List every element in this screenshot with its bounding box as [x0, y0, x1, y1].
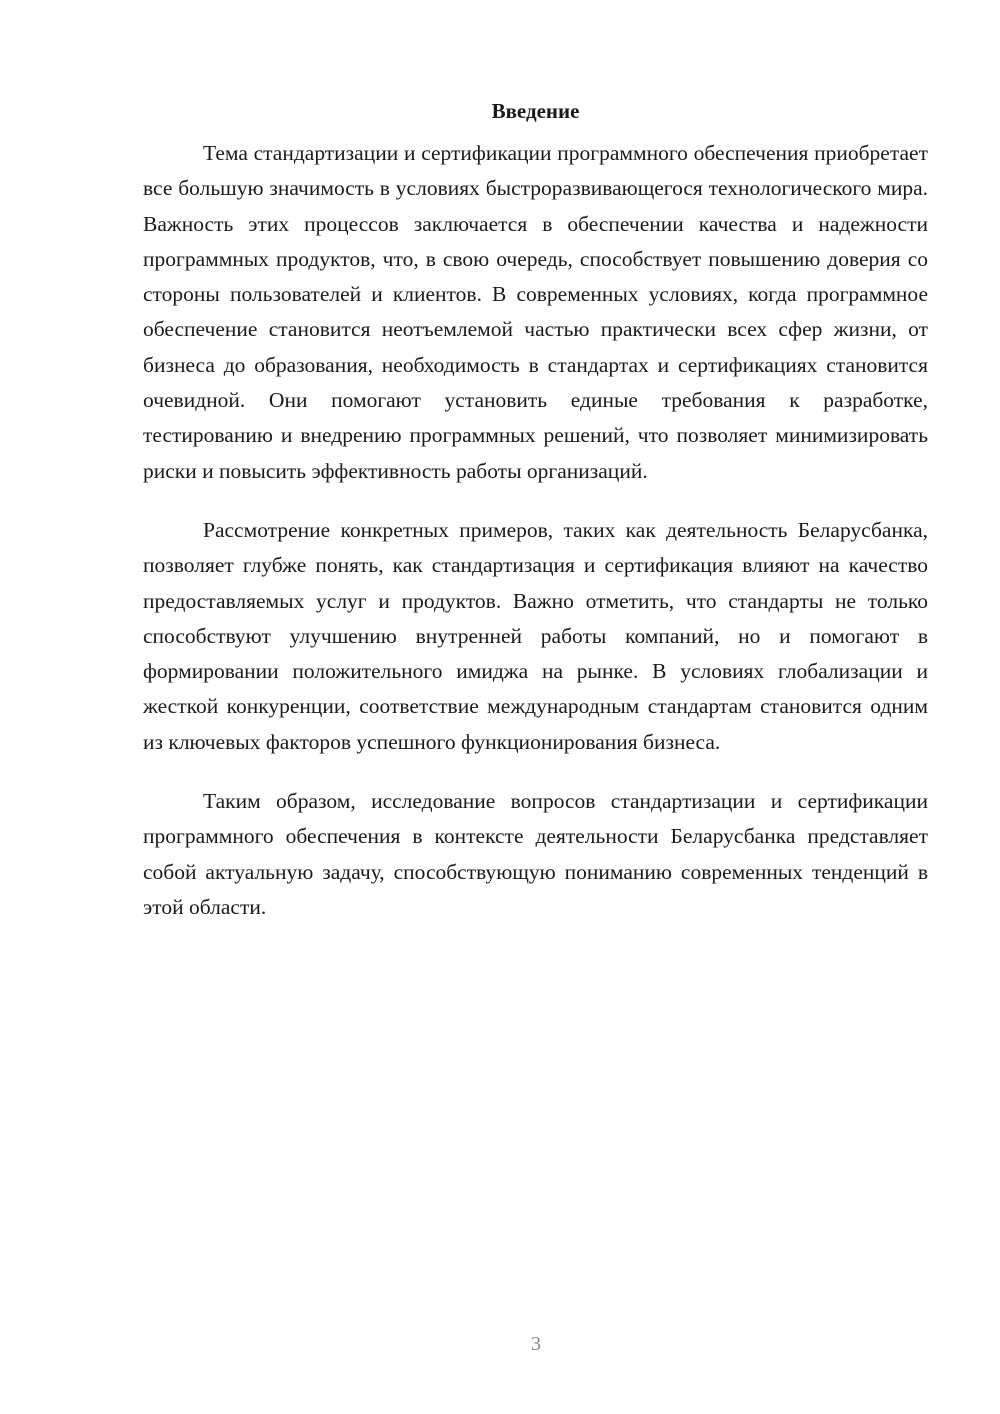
page-number: 3 — [531, 1333, 541, 1355]
paragraph-2: Рассмотрение конкретных примеров, таких как деятельность Беларусбанка, позволяет глубже понять, как стандартизация и сертификация влияют на качество предоставляемых услуг и продуктов. Важно отметить, что стандарты не только способствуют улучшению внутренней работы компаний, но и помогают в формировании положительного имиджа на рынке. В условиях глобализации и жесткой конкуренции, соответствие международным стандартам становится одним из ключевых факторов успешного функционирования бизнеса. — [143, 517, 928, 754]
paragraph-1: Тема стандартизации и сертификации программного обеспечения приобретает все большую значимость в условиях быстроразвивающегося технологического мира. Важность этих процессов заключается в обеспечении качества и надежности программных продуктов, что, в свою очередь, способствует повышению доверия со стороны пользователей и клиентов. В современных условиях, когда программное обеспечение становится неотъемлемой частью практически всех сфер жизни, от бизнеса до образования, необходимость в стандартах и сертификациях становится очевидной. Они помогают установить единые требования к разработке, тестированию и внедрению программных решений, что позволяет минимизировать риски и повысить эффективность работы организаций. — [143, 141, 928, 483]
page-content — [143, 96, 928, 925]
section-title: Введение — [491, 99, 580, 123]
paragraph-3: Таким образом, исследование вопросов стандартизации и сертификации программного обеспечения в контексте деятельности Беларусбанка представляет собой актуальную задачу, способствующую пониманию современных тенденций в этой области. — [143, 789, 928, 919]
